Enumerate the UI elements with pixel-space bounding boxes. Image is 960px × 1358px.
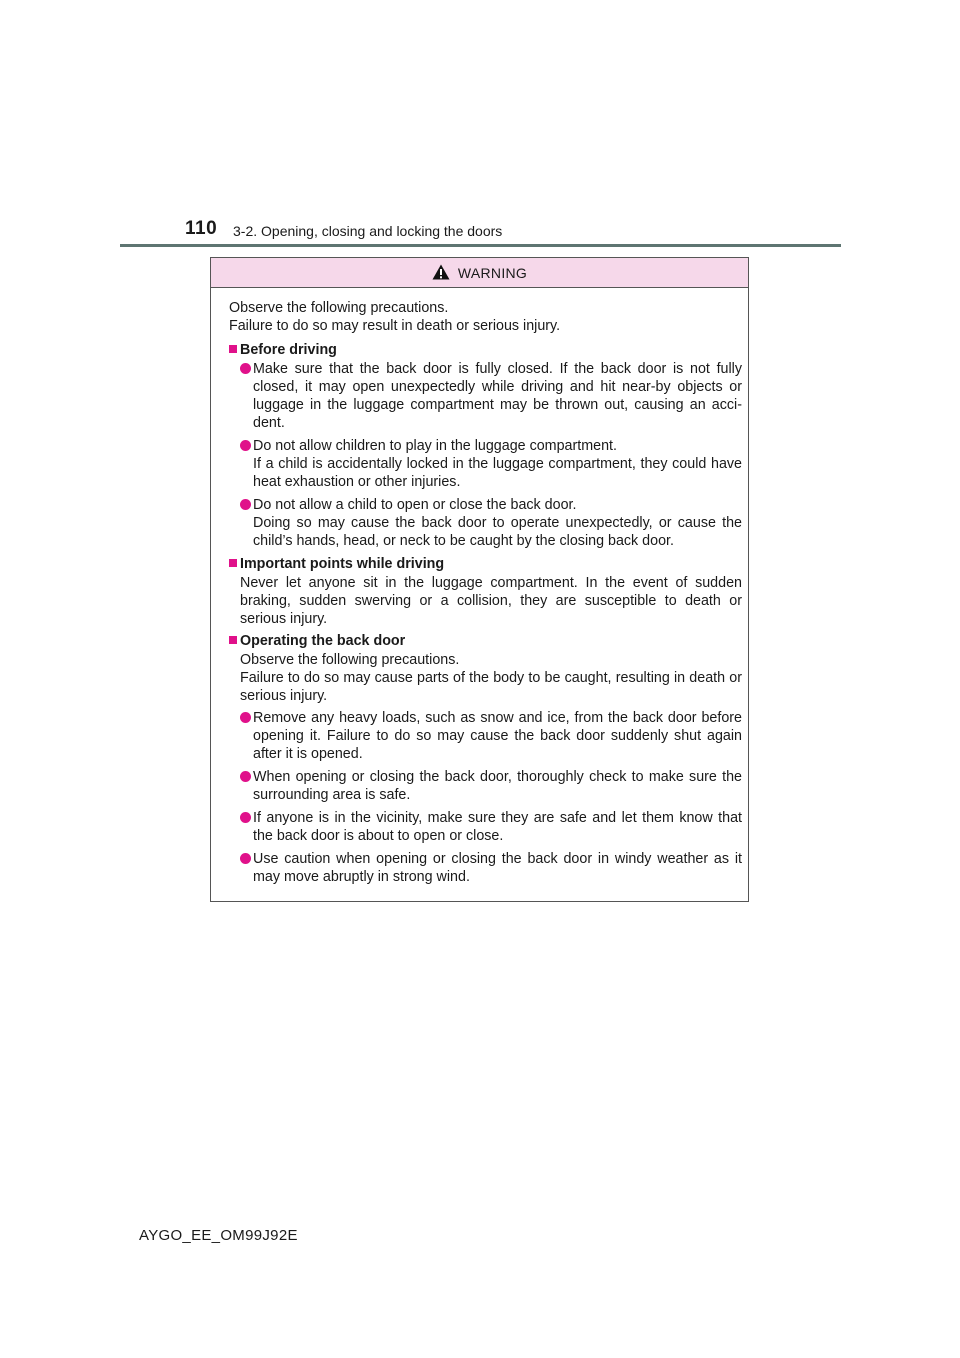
pink-circle-icon bbox=[240, 853, 251, 864]
bullet-text: Do not allow children to play in the luggage compartment. bbox=[253, 438, 617, 454]
pink-square-icon bbox=[229, 559, 237, 567]
section-text: Observe the following precautions. Failure to do so may cause parts of the body to be caught, resulting in death or serious injury. bbox=[240, 652, 742, 704]
warning-box bbox=[210, 257, 749, 902]
section-text: Never let anyone sit in the luggage compartment. In the event of sudden braking, sudden swerving or a collision, they are susceptible to death or serious injury. bbox=[240, 575, 742, 627]
warning-sections bbox=[229, 341, 742, 886]
bullet-text: Make sure that the back door is fully closed. If the back door is not fully closed, it may open unexpectedly while driving and hit near-by objects or luggage in the luggage compartment may be thrown out, causing an acci-dent. bbox=[253, 361, 742, 431]
section-heading-text: Important points while driving bbox=[240, 556, 445, 572]
intro-line: Failure to do so may result in death or serious injury. bbox=[229, 318, 561, 334]
warning-body bbox=[211, 288, 748, 886]
page-number: 110 bbox=[185, 218, 218, 239]
pink-circle-icon bbox=[240, 499, 251, 510]
section-heading-text: Before driving bbox=[240, 342, 337, 358]
bullet-item bbox=[229, 809, 742, 845]
bullet-text: When opening or closing the back door, thoroughly check to make sure the surrounding area is safe. bbox=[253, 769, 742, 803]
section-heading bbox=[229, 341, 742, 359]
warning-header bbox=[211, 258, 748, 288]
bullet-text: Do not allow a child to open or close the back door. bbox=[253, 497, 577, 513]
pink-circle-icon bbox=[240, 440, 251, 451]
warning-section bbox=[229, 632, 742, 886]
bullet-item bbox=[229, 360, 742, 432]
bullet-text: If anyone is in the vicinity, make sure they are safe and let them know that the back door is about to open or close. bbox=[253, 810, 742, 844]
warning-label: WARNING bbox=[457, 264, 528, 281]
warning-triangle-icon bbox=[432, 264, 450, 280]
warning-intro bbox=[229, 299, 742, 335]
warning-section bbox=[229, 555, 742, 628]
bullet-item bbox=[229, 850, 742, 886]
bullet-text: Use caution when opening or closing the back door in windy weather as it may move abruptly in strong wind. bbox=[253, 851, 742, 885]
header-rule bbox=[120, 244, 841, 247]
section-title: 3-2. Opening, closing and locking the doors bbox=[233, 223, 503, 239]
bullet-text: Remove any heavy loads, such as snow and ice, from the back door before opening it. Failure to do so may cause the back door suddenly shut again after it is opened. bbox=[253, 710, 742, 762]
pink-circle-icon bbox=[240, 812, 251, 823]
pink-circle-icon bbox=[240, 363, 251, 374]
bullet-item bbox=[229, 709, 742, 763]
intro-line: Observe the following precautions. bbox=[229, 300, 449, 316]
bullet-text: Doing so may cause the back door to operate unexpectedly, or cause the child’s hands, head, or neck to be caught by the closing back door. bbox=[253, 515, 742, 549]
bullet-item bbox=[229, 768, 742, 804]
section-heading bbox=[229, 555, 742, 573]
pink-square-icon bbox=[229, 345, 237, 353]
bullet-text: If a child is accidentally locked in the luggage compartment, they could have heat exhaustion or other injuries. bbox=[253, 456, 742, 490]
pink-circle-icon bbox=[240, 771, 251, 782]
pink-square-icon bbox=[229, 636, 237, 644]
bullet-item bbox=[229, 437, 742, 491]
pink-circle-icon bbox=[240, 712, 251, 723]
section-heading-text: Operating the back door bbox=[240, 633, 406, 649]
footer-code: AYGO_EE_OM99J92E bbox=[139, 1227, 298, 1244]
warning-section bbox=[229, 341, 742, 550]
section-heading bbox=[229, 632, 742, 650]
bullet-item bbox=[229, 496, 742, 550]
